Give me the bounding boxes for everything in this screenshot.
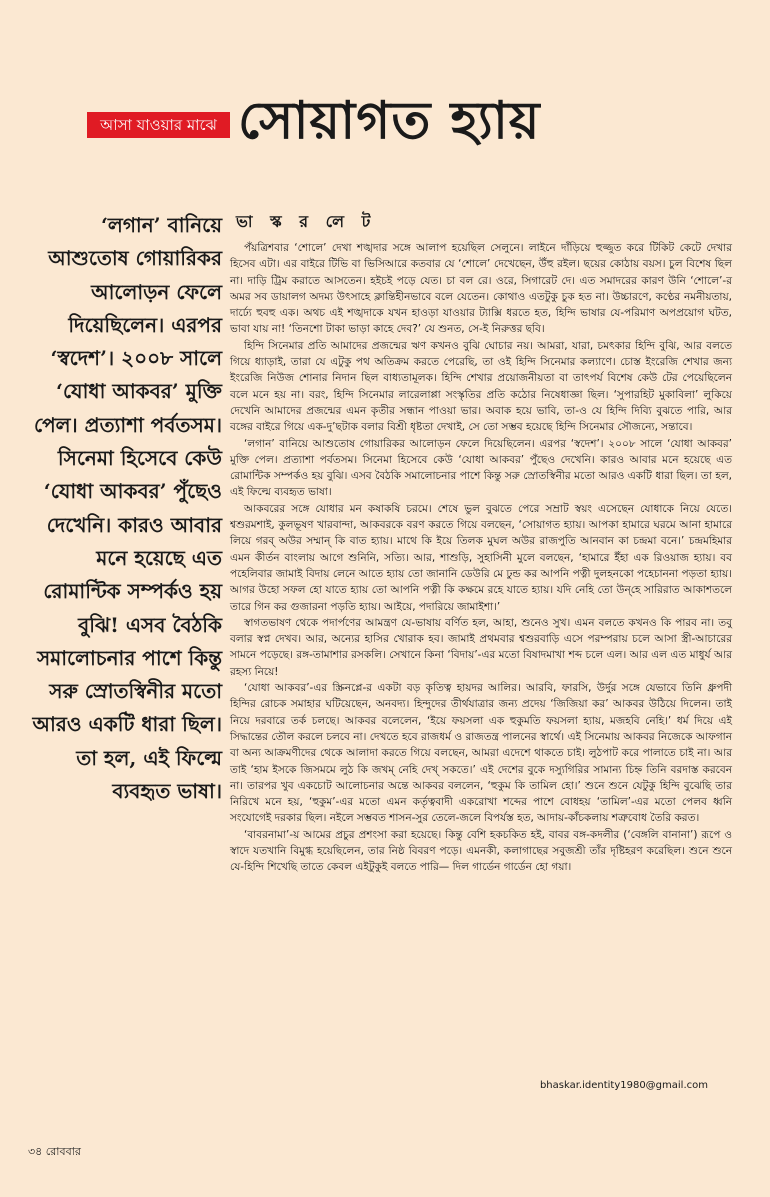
article-body	[230, 240, 732, 876]
pull-quote: ‘লগান’ বানিয়ে আশুতোষ গোয়ারিকর আলোড়ন ফেলে দিয়েছিলেন। এরপর ‘স্বদেশ’। ২০০৮ সালে ‘যোধা আকবর’ মুক্তি পেল। প্রত্যাশা পর্বতসম। সিনেমা হিসেবে কেউ ‘যোধা আকবর’ পুঁছেও দেখেনি। কারও আবার মনে হয়েছে এত রোমান্টিক সম্পর্কও হয় বুঝি! এসব বৈঠকি সমালোচনার পাশে কিন্তু সরু স্রোতস্বিনীর মতো আরও একটি ধারা ছিল। তা হল, এই ফিল্মে ব্যবহৃত ভাষা।	[32, 213, 222, 804]
author-byline: ভা স্ক র লে ট	[236, 212, 377, 231]
article-paragraph: স্বাগতভাষণ থেকে পদার্পণের আমন্ত্রণ যে-ভাষায় বর্ণিত হল, আহা, শুনেও সুখ। এমন বলতে কখনও কি পারব না। তবু বলার স্বপ্ন দেখব। আর, অন্যের হাসির খোরাক হব। জামাই প্রথমবার শ্বশুরবাড়ি এসে পরম্পরায় চলে আসা স্ত্রী-আচারের সামনে পড়েছে। রঙ্গ-তামাশার রসকলি। সেখানে কিনা ‘বিদায়’-এর মতো বিষাদমাখা শব্দ চলে এল। আর এল এত মাধুর্য আর রহস্য নিয়ে!	[230, 616, 732, 678]
article-paragraph: ‘যোধা আকবর’-এর স্ক্রিনপ্লে-র একটা বড় কৃতিত্ব হায়দর আলির। আরবি, ফারসি, উর্দুর সঙ্গে যেভাবে তিনি ধ্রুপদী হিন্দির রোচক সমাহার ঘটিয়েছেন, অনবদ্য। হিন্দুদের তীর্থযাত্রার জন্য প্রদেয় ‘জিজিয়া কর’ আকবর উঠিয়ে দিলেন। তাই নিয়ে দরবারে তর্ক চলছে। আকবর বলেলেন, ‘ইয়ে ফয়সলা এক হুকুমতি ফয়সলা হ্যায়, মজহবি নেহি।’ ধর্ম দিয়ে এই সিদ্ধান্তের তৌল করলে চলবে না। দেখতে হবে রাজধর্ম ও রাজতন্ত্র পালনের স্বার্থে। এই সিনেমায় আকবর নিজেকে আফগান বা অন্য আক্রমণীদের থেকে আলাদা করতে গিয়ে বলছেন, আমরা এদেশে থাকতে চাই। লুঠপাট করে পালাতে চাই না। আর তাই ‘হাম ইসকে জিসমমে লুঠ কি জখম্ নেহি দেখ্ সকতে।’ এই দেশের বুকে দস্যুগিরির সামান্য চিহ্ন তিনি বরদাস্ত করবেন না। তারপর খুব একচোট আলোচনার অন্তে আকবর বললেন, ‘হুকুম কি তামিল হো।’ শুনে শুনে যেটুকু হিন্দি বুঝেছি তার নিরিখে মনে হয়, ‘হুকুম’-এর মতো এমন কর্তৃত্ববাদী একরোখা শব্দের পাশে বোধহয় ‘তামিল’-এর মতো পেলব ধ্বনি সংযোগেই দরকার ছিল। নইলে সম্ভবত শাসন-সুর তেলে-জলে বিপর্যস্ত হত, আদায়-কাঁচকলায় শত্রুবোধ তৈরি করত।	[230, 682, 732, 825]
article-paragraph: হিন্দি সিনেমার প্রতি আমাদের প্রজন্মের ঋণ কখনও বুঝি ঘোচার নয়। আমরা, যারা, চমৎকার হিন্দি বুঝি, আর বলতে গিয়ে ধ্যাড়াই, তারা যে এটুকু পথ অতিক্রম করতে পেরেছি, তা ওই হিন্দি সিনেমার কল্যাণে। চোস্ত ইংরেজি শেখার জন্য ইংরেজি নিউজ শোনার নিদান ছিল বাধ্যতামূলক। হিন্দি শেখার প্রয়োজনীয়তা বা তাৎপর্য বিশেষ কেউ টের পেয়েছিলেন বলে মনে হয় না। বরং, হিন্দি সিনেমার লারেলাপ্পা সংস্কৃতির প্রতি কঠোর নিষেধাজ্ঞা ছিল। ‘সুপারহিট মুকাবিলা’ লুকিয়ে দেখেনি আমাদের প্রজন্মের এমন কৃতীর সন্ধান পাওয়া ভার। অবাক হয়ে ভাবি, তা-ও যে হিন্দি দিব্যি বুঝতে পারি, আর বঙ্গের বাইরে গিয়ে এক-দু’ছটাক বলার বিশ্রী ধৃষ্টতা দেখাই, সে তো সম্ভব হয়েছে হিন্দি সিনেমার সৌজন্যে, সন্তাবে।	[230, 339, 732, 434]
section-kicker-label: আসা যাওয়ার মাঝে	[87, 112, 230, 138]
article-paragraph: ‘লগান’ বানিয়ে আশুতোষ গোয়ারিকর আলোড়ন ফেলে দিয়েছিলেন। এরপর ‘স্বদেশ’। ২০০৮ সালে ‘যোধা আকবর’ মুক্তি পেল। প্রত্যাশা পর্বতসম। সিনেমা হিসেবে কেউ ‘যোধা আকবর’ পুঁছেও দেখেনি। কারও আবার মনে হয়েছে এত রোমান্টিক সম্পর্কও হয় বুঝি। এসব বৈঠকি সমালোচনার পাশে কিন্তু সরু স্রোতস্বিনীর মতো আরও একটি ধারা ছিল। তা হল, এই ফিল্মে ব্যবহৃত ভাষা।	[230, 437, 732, 499]
article-paragraph: ‘বাবরনামা’-য় আমের প্রচুর প্রশংসা করা হয়েছে। কিন্তু বেশি হকচকিত হই, বাবর বঙ্গ-কদলীর (‘বেঙ্গলি বানানা’) রূপে ও স্বাদে যতখানি বিমুগ্ধ হয়েছিলেন, তার নিষ্ঠ বিবরণ পড়ে। এমনকী, কলাগাছের সবুজশ্রী তাঁর দৃষ্টিহরণ করেছিল। শুনে শুনে যে-হিন্দি শিখেছি তাতে কেবল এইটুকুই বলতে পারি— দিল গার্ডেন গার্ডেন হো গয়া।	[230, 828, 732, 874]
page-footer: ৩৪ রোববার	[28, 1145, 81, 1158]
article-title: সোয়াগত হ্যায়	[238, 90, 541, 151]
article-paragraph: পঁয়ত্রিশবার ‘শোলে’ দেখা শঙ্খদার সঙ্গে আলাপ হয়েছিল সেলুনে। লাইনে দাঁড়িয়ে হুজ্জুত করে টিকিট কেটে দেখার হিসেব এটা। এর বাইরে টিভি বা ভিসিআরে কতবার যে ‘শোলে’ দেখেছেন, উঁহু রইল। ছয়ের কোঠায় বয়স। চুল বিশেষ ছিল না। দাড়ি ট্রিম করাতে আসতেন। হইচই পড়ে যেত। চা বল রে। ওরে, সিগারেট দে। এত সমাদরের কারণ উনি ‘শোলে’-র অমর সব ডায়ালগ অদম্য উৎসাহে ক্লান্তিহীনভাবে বলে যেতেন। কোথাও এতটুকু চুক হত না। উচ্চারণে, কণ্ঠের নমনীয়তায়, দার্ঢ্যে হুবহু এক। অথচ এই শঙ্খদাকে যখন হাওড়া যাওয়ার ট্যাক্সি ধরতে হত, হিন্দি ভাষার যে-পরিমাণ অপপ্রয়োগ ঘটত, ভাবা যায় না! ‘তিনশো টাকা ভাড়া কাহে দেব?’ যে শুনত, সে-ই নিরুত্তর ছবি।	[230, 242, 732, 336]
author-email: bhaskar.identity1980@gmail.com	[539, 1080, 708, 1091]
article-paragraph: আকবরের সঙ্গে যোধার মন কষাকষি চরমে। শেষে ভুল বুঝতে পেরে সম্রাট স্বয়ং এসেছেন যোধাকে নিয়ে যেতে। শ্বশুরমশাই, কুলভূষণ খারবান্দা, আকবরকে বরণ করতে গিয়ে বলছেন, ‘সোয়াগত হ্যায়। আপকা হামারে ঘরমে আনা হামারে লিয়ে গরব্ অউর সম্মান্ কি বাত হ্যায়। মাথে কি ইয়ে তিলক মুঘল অউর রাজপুতি আনবান কা চন্দ্রমা বনে।’ চন্দ্রমহিমার এমন কীর্তন বাংলায় আগে শুনিনি, সত্যি। আর, শাশুড়ি, সুহাসিনী মুলে বলছেন, ‘হামারে ইঁহা এক রিওয়াজ হ্যায়। বব পহেলিবার জামাই বিদায় লেনে আতে হ্যায় তো জানানি ডেউরি মে ঢুন্ড কর আপনি পত্নী দুলহনকো পহেচাননা পড়তা হ্যায়। আগর উহো সফল হো যাতে হ্যায় তো আপনি পত্নী কি কক্ষমে রহে যাতে হ্যায়। যদি নেহি তো উন্‌হে সারিরাত আকাশতলে তারে গিন কর গুজারনা পড়তি হ্যায়। আইয়ে, পদারিয়ে জামাইশা।’	[230, 502, 732, 613]
